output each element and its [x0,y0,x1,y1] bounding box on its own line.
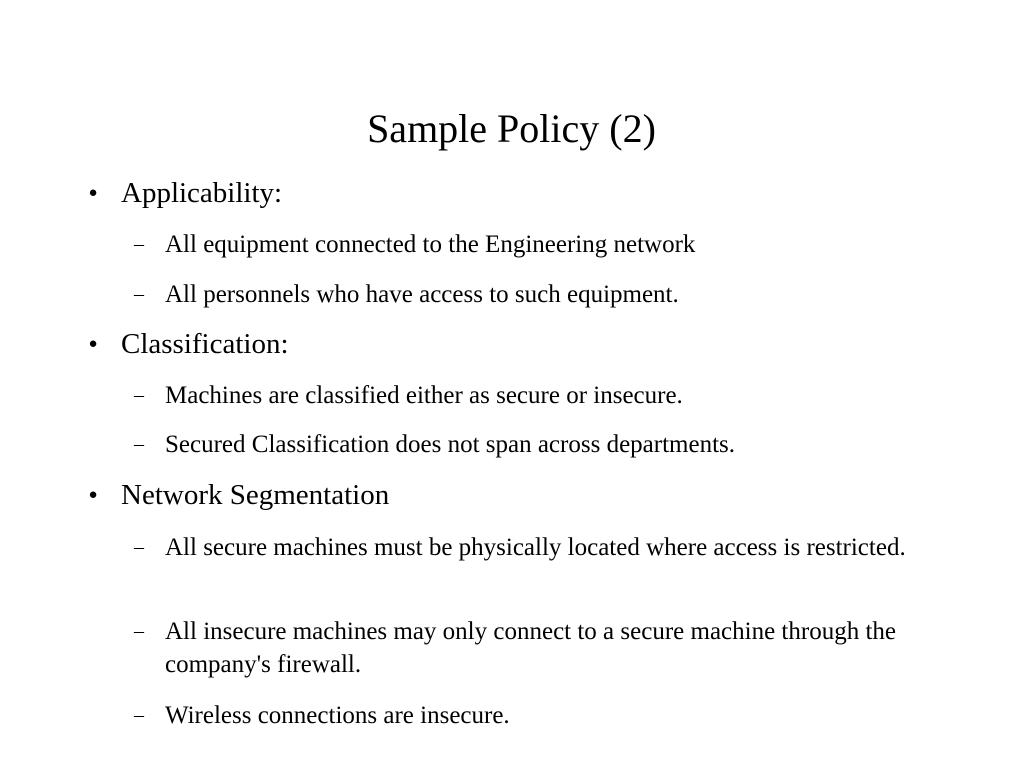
sub-bullet-text: All personnels who have access to such equipment. [165,281,679,308]
dash-icon: – [134,536,144,558]
sub-bullet [134,615,965,681]
bullet-icon: ● [88,336,98,352]
sub-bullet [134,379,965,412]
bullet-icon: ● [88,185,98,201]
sub-bullet [134,278,965,311]
sub-bullet-text: Secured Classification does not span across departments. [165,431,735,458]
sub-bullet [134,228,965,261]
bullet-icon: ● [88,487,98,503]
dash-icon: – [134,620,144,642]
dash-icon: – [134,233,144,255]
sub-bullet-text: Wireless connections are insecure. [165,702,510,729]
dash-icon: – [134,384,144,406]
dash-icon: – [134,433,144,455]
dash-icon: – [134,283,144,305]
sub-bullet-text: All insecure machines may only connect to a secure machine through the company's firewall. [165,618,896,678]
bullet-heading: Classification: [121,328,289,360]
sub-bullet [134,699,965,732]
bullet-heading: Network Segmentation [121,479,390,511]
bullet-classification [88,327,289,361]
bullet-network-segmentation [88,478,390,512]
dash-icon: – [134,704,144,726]
sub-bullet-text: All secure machines must be physically located where access is restricted. [165,534,906,561]
slide-title: Sample Policy (2) [367,106,656,151]
bullet-applicability [88,176,283,210]
bullet-heading: Applicability: [121,177,283,209]
sub-bullet-text: All equipment connected to the Engineering network [165,231,696,258]
sub-bullet [134,531,965,564]
sub-bullet [134,428,965,461]
sub-bullet-text: Machines are classified either as secure or insecure. [165,382,683,409]
